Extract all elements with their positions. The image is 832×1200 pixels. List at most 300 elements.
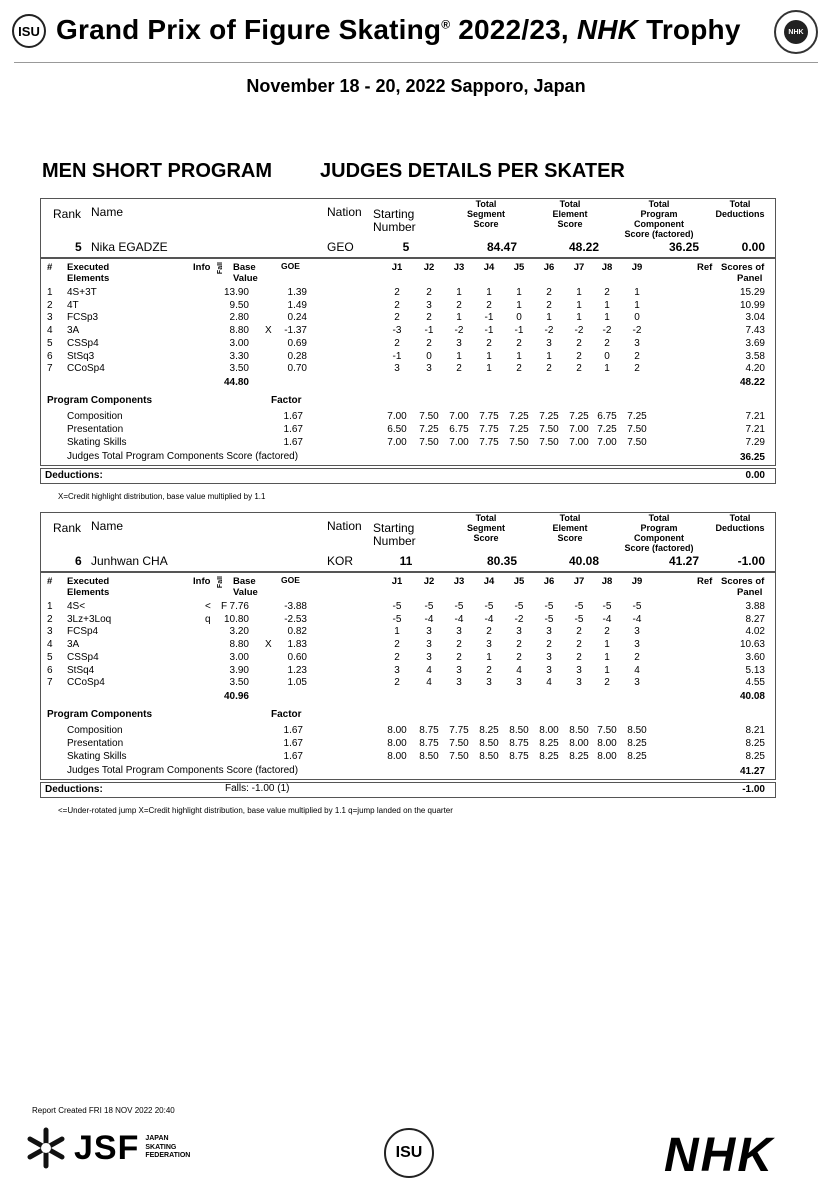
judge-goe-score: 1 — [516, 350, 522, 362]
element-code: FCSp3 — [67, 312, 99, 324]
skater-summary — [40, 198, 776, 258]
judge-goe-score: 2 — [486, 664, 492, 676]
judge-goe-score: 3 — [456, 337, 462, 349]
skater-deductions: 0.00 — [741, 240, 765, 254]
element-goe: -1.37 — [284, 325, 307, 337]
element-base-value: 3.50 — [229, 363, 249, 375]
deductions-row — [40, 782, 776, 798]
skater-block — [40, 512, 776, 815]
judge-goe-score: 1 — [634, 299, 640, 311]
judge-component-score: 6.75 — [449, 424, 469, 435]
base-value-total: 44.80 — [223, 377, 249, 388]
judge-goe-score: 1 — [576, 299, 582, 311]
element-number: 2 — [47, 613, 53, 625]
judge-component-score: 7.50 — [539, 424, 559, 435]
element-credit-x: X — [265, 639, 272, 651]
component-factor: 1.67 — [283, 437, 303, 448]
element-number: 1 — [47, 601, 53, 612]
element-base-value: 3.00 — [229, 337, 249, 349]
judge-goe-score: -4 — [424, 613, 434, 625]
falls-deduction: Falls: -1.00 (1) — [225, 783, 290, 794]
judge-goe-score: 2 — [456, 363, 462, 375]
element-base-value: 13.90 — [223, 287, 249, 298]
judge-goe-score: -1 — [514, 325, 524, 337]
judge-component-score: 8.00 — [387, 725, 407, 736]
judge-component-score: 8.25 — [539, 738, 559, 749]
ded-label: Total Deductions — [715, 513, 765, 533]
judge-component-score: 8.00 — [569, 738, 589, 749]
program-components-heading: Program Components — [47, 709, 153, 720]
judge-goe-score: 4 — [426, 677, 432, 689]
element-code: 4S+3T — [67, 287, 97, 298]
judge-goe-score: 1 — [394, 626, 400, 638]
judge-goe-score: -4 — [454, 613, 464, 625]
element-number: 4 — [47, 639, 53, 651]
col-judge: J2 — [423, 262, 435, 273]
judge-goe-score: 1 — [576, 312, 582, 324]
col-base: Base — [233, 262, 256, 273]
ded-label: Total Deductions — [715, 199, 765, 219]
component-name: Composition — [67, 725, 123, 736]
judge-goe-score: 2 — [456, 299, 462, 311]
element-goe: 1.49 — [287, 299, 307, 311]
jsf-name-line: FEDERATION — [145, 1152, 191, 1160]
skater-pcs: 41.27 — [668, 554, 699, 568]
skater-block — [40, 198, 776, 501]
pcs-label: Total Program Component Score (factored) — [624, 199, 694, 239]
element-row — [41, 677, 775, 690]
judge-component-score: 8.25 — [627, 751, 647, 762]
legend-footnote: <=Under-rotated jump X=Credit highlight distribution, base value multiplied by 1.1 q=jump landed on the quarter — [58, 806, 453, 815]
pcs-label: Total Program Component Score (factored) — [624, 513, 694, 553]
element-number: 5 — [47, 337, 53, 349]
component-name: Skating Skills — [67, 437, 127, 448]
element-number: 7 — [47, 363, 53, 375]
element-base-value: 3.50 — [229, 677, 249, 689]
judge-goe-score: 2 — [604, 337, 610, 349]
judge-goe-score: 1 — [456, 312, 462, 324]
judge-component-score: 8.50 — [569, 725, 589, 736]
judge-goe-score: 2 — [456, 639, 462, 651]
elements-table — [40, 572, 776, 780]
component-row — [41, 738, 775, 751]
col-fall: Fall — [217, 576, 224, 589]
col-fall: Fall — [217, 262, 224, 275]
skater-nation: GEO — [327, 240, 354, 254]
col-scores-of: Scores of — [721, 576, 765, 587]
element-row — [41, 325, 775, 338]
element-code: CCoSp4 — [67, 677, 105, 689]
col-hash: # — [47, 262, 53, 273]
judge-goe-score: 4 — [546, 677, 552, 689]
judge-goe-score: 2 — [546, 639, 552, 651]
judge-goe-score: 2 — [516, 651, 522, 663]
col-judge: J6 — [543, 262, 555, 273]
judge-component-score: 7.00 — [569, 437, 589, 448]
component-panel-score: 8.25 — [745, 751, 765, 762]
event-title-main: Grand Prix of Figure Skating — [56, 14, 442, 45]
judge-goe-score: 2 — [426, 337, 432, 349]
element-goe: 0.28 — [287, 350, 307, 362]
judge-component-score: 6.50 — [387, 424, 407, 435]
jsf-full-name — [145, 1135, 190, 1161]
judge-goe-score: 1 — [516, 299, 522, 311]
element-code: CCoSp4 — [67, 363, 105, 375]
element-row — [41, 287, 775, 300]
judge-component-score: 7.75 — [449, 725, 469, 736]
judge-goe-score: -5 — [574, 601, 584, 612]
component-panel-score: 8.21 — [745, 725, 765, 736]
col-value: Value — [233, 587, 258, 598]
name-label: Name — [91, 205, 124, 219]
component-name: Presentation — [67, 738, 124, 749]
judge-goe-score: 2 — [394, 677, 400, 689]
element-code: 3Lz+3Loq — [67, 613, 112, 625]
jsf-mark-icon — [22, 1124, 70, 1172]
element-panel-score: 4.02 — [745, 626, 765, 638]
col-elements: Elements — [67, 587, 110, 598]
judge-goe-score: 2 — [546, 299, 552, 311]
judge-component-score: 7.50 — [419, 437, 439, 448]
judge-goe-score: 2 — [576, 337, 582, 349]
deductions-label: Deductions: — [45, 784, 103, 795]
component-panel-score: 7.21 — [745, 411, 765, 422]
judge-component-score: 7.25 — [419, 424, 439, 435]
col-executed: Executed — [67, 262, 110, 273]
element-number: 4 — [47, 325, 53, 337]
judge-goe-score: 0 — [604, 350, 610, 362]
element-goe: 0.70 — [287, 363, 307, 375]
component-factor: 1.67 — [283, 411, 303, 422]
component-panel-score: 8.25 — [745, 738, 765, 749]
col-goe: GOE — [281, 261, 300, 271]
skater-start-number: 11 — [399, 554, 413, 568]
judge-goe-score: 1 — [486, 350, 492, 362]
judge-goe-score: 2 — [426, 312, 432, 324]
judge-component-score: 7.75 — [479, 411, 499, 422]
judge-component-score: 8.75 — [419, 725, 439, 736]
element-base-value: 3.90 — [229, 664, 249, 676]
element-row — [41, 601, 775, 614]
judge-goe-score: 3 — [634, 626, 640, 638]
component-row — [41, 411, 775, 424]
judge-component-score: 8.50 — [509, 725, 529, 736]
judge-component-score: 7.50 — [509, 437, 529, 448]
judge-goe-score: 3 — [634, 677, 640, 689]
judge-goe-score: 3 — [456, 626, 462, 638]
element-panel-score: 4.20 — [745, 363, 765, 375]
judge-goe-score: 2 — [426, 287, 432, 298]
judge-goe-score: 2 — [634, 651, 640, 663]
element-base-value: 3.20 — [229, 626, 249, 638]
judge-goe-score: -1 — [484, 325, 494, 337]
nation-label: Nation — [327, 205, 362, 219]
col-judge: J1 — [391, 262, 403, 273]
judge-goe-score: 2 — [486, 337, 492, 349]
judge-goe-score: 1 — [546, 350, 552, 362]
judge-goe-score: 1 — [486, 363, 492, 375]
judge-component-score: 7.50 — [419, 411, 439, 422]
skater-tes: 40.08 — [568, 554, 599, 568]
judge-component-score: 7.50 — [449, 738, 469, 749]
judge-component-score: 7.75 — [479, 437, 499, 448]
element-panel-score: 10.99 — [739, 299, 765, 311]
judge-goe-score: 1 — [604, 299, 610, 311]
element-code: StSq4 — [67, 664, 95, 676]
tes-total: 40.08 — [739, 691, 765, 702]
col-judge: J9 — [631, 576, 643, 587]
page-header — [0, 0, 832, 68]
rank-label: Rank — [53, 521, 82, 535]
deductions-total: -1.00 — [742, 784, 765, 795]
judge-goe-score: 1 — [604, 312, 610, 324]
component-name: Composition — [67, 411, 123, 422]
skater-deductions: -1.00 — [737, 554, 765, 568]
skater-start-number: 5 — [402, 240, 410, 254]
skater-tes: 48.22 — [568, 240, 599, 254]
tss-label: Total Segment Score — [466, 513, 505, 543]
judge-component-score: 8.50 — [479, 738, 499, 749]
component-panel-score: 7.21 — [745, 424, 765, 435]
judge-goe-score: -5 — [632, 601, 642, 612]
judge-goe-score: 3 — [516, 677, 522, 689]
judge-goe-score: -1 — [484, 312, 494, 324]
element-goe: 1.39 — [287, 287, 307, 298]
judge-goe-score: 2 — [576, 651, 582, 663]
element-panel-score: 3.69 — [745, 337, 765, 349]
event-dates-location: November 18 - 20, 2022 Sapporo, Japan — [246, 76, 586, 96]
element-code: 3A — [67, 639, 80, 651]
header-rule — [14, 62, 818, 63]
element-code: 3A — [67, 325, 80, 337]
col-judge: J9 — [631, 262, 643, 273]
judge-component-score: 8.25 — [627, 738, 647, 749]
element-base-value: 3.30 — [229, 350, 249, 362]
judge-goe-score: 2 — [516, 363, 522, 375]
tes-label: Total Element Score — [552, 199, 588, 229]
element-panel-score: 3.58 — [745, 350, 765, 362]
judge-goe-score: 1 — [456, 287, 462, 298]
judge-goe-score: 0 — [426, 350, 432, 362]
judge-goe-score: 3 — [426, 626, 432, 638]
judge-goe-score: 3 — [426, 299, 432, 311]
element-base-value: 7.76 — [229, 601, 249, 612]
col-judge: J5 — [513, 262, 525, 273]
judge-goe-score: 3 — [576, 677, 582, 689]
judge-goe-score: 2 — [394, 299, 400, 311]
col-elements: Elements — [67, 273, 110, 284]
judge-component-score: 8.50 — [419, 751, 439, 762]
col-ref: Ref — [697, 262, 713, 273]
judge-goe-score: -5 — [514, 601, 524, 612]
judge-goe-score: 2 — [576, 639, 582, 651]
report-created: Report Created FRI 18 NOV 2022 20:40 — [32, 1106, 175, 1115]
judge-goe-score: 4 — [516, 664, 522, 676]
judge-goe-score: -4 — [632, 613, 642, 625]
judge-goe-score: 3 — [456, 664, 462, 676]
judge-component-score: 7.00 — [387, 411, 407, 422]
judge-goe-score: 3 — [456, 677, 462, 689]
judge-component-score: 7.75 — [479, 424, 499, 435]
element-code: CSSp4 — [67, 651, 99, 663]
element-panel-score: 5.13 — [745, 664, 765, 676]
element-row — [41, 626, 775, 639]
skater-nation: KOR — [327, 554, 354, 568]
judge-goe-score: -5 — [392, 601, 402, 612]
judge-goe-score: 2 — [456, 651, 462, 663]
isu-footer-logo: ISU — [384, 1128, 434, 1178]
judge-goe-score: 3 — [634, 337, 640, 349]
report-title: JUDGES DETAILS PER SKATER — [320, 160, 625, 182]
tss-label: Total Segment Score — [466, 199, 505, 229]
judge-goe-score: 3 — [516, 626, 522, 638]
isu-logo: ISU — [12, 14, 46, 48]
judges-total-pcs-label: Judges Total Program Components Score (factored) — [67, 765, 299, 776]
judge-goe-score: 2 — [486, 626, 492, 638]
judge-goe-score: 2 — [394, 312, 400, 324]
judge-goe-score: 1 — [546, 312, 552, 324]
element-number: 3 — [47, 312, 53, 324]
judge-goe-score: 1 — [516, 287, 522, 298]
judge-component-score: 8.25 — [569, 751, 589, 762]
judge-component-score: 7.00 — [597, 437, 617, 448]
col-value: Value — [233, 273, 258, 284]
skater-name: Nika EGADZE — [91, 240, 168, 254]
element-goe: 0.82 — [287, 626, 307, 638]
element-panel-score: 10.63 — [739, 639, 765, 651]
judge-goe-score: -5 — [454, 601, 464, 612]
col-judge: J4 — [483, 262, 495, 273]
element-panel-score: 7.43 — [745, 325, 765, 337]
element-number: 2 — [47, 299, 53, 311]
judge-component-score: 8.50 — [627, 725, 647, 736]
element-number: 6 — [47, 664, 53, 676]
judge-goe-score: 1 — [604, 639, 610, 651]
element-panel-score: 8.27 — [745, 613, 765, 625]
judge-component-score: 7.50 — [539, 437, 559, 448]
judge-goe-score: 2 — [486, 299, 492, 311]
name-label: Name — [91, 519, 124, 533]
judge-goe-score: 2 — [576, 363, 582, 375]
element-panel-score: 3.88 — [745, 601, 765, 612]
judge-goe-score: 3 — [546, 651, 552, 663]
judge-goe-score: -5 — [544, 601, 554, 612]
element-row — [41, 338, 775, 351]
pcs-total: 36.25 — [739, 452, 765, 463]
tes-label: Total Element Score — [552, 513, 588, 543]
element-goe: 0.24 — [287, 312, 307, 324]
judge-component-score: 7.50 — [449, 751, 469, 762]
judge-goe-score: 1 — [486, 651, 492, 663]
element-goe: 1.05 — [287, 677, 307, 689]
judge-goe-score: -3 — [392, 325, 402, 337]
skating-federation-seal — [774, 10, 818, 54]
judge-goe-score: 1 — [604, 651, 610, 663]
judge-goe-score: 4 — [634, 664, 640, 676]
judge-component-score: 8.50 — [479, 751, 499, 762]
component-panel-score: 7.29 — [745, 437, 765, 448]
col-base: Base — [233, 576, 256, 587]
judge-goe-score: 1 — [486, 287, 492, 298]
element-panel-score: 3.60 — [745, 651, 765, 663]
element-row — [41, 614, 775, 627]
event-title-nhk: NHK — [576, 14, 639, 45]
judge-goe-score: 0 — [516, 312, 522, 324]
judge-component-score: 8.75 — [509, 751, 529, 762]
judge-goe-score: 2 — [516, 639, 522, 651]
col-hash: # — [47, 576, 53, 587]
element-panel-score: 15.29 — [739, 287, 765, 298]
judge-goe-score: -5 — [424, 601, 434, 612]
skater-rank: 5 — [75, 240, 82, 254]
judge-goe-score: 2 — [604, 287, 610, 298]
judge-component-score: 6.75 — [597, 411, 617, 422]
col-info: Info — [193, 262, 211, 273]
judge-component-score: 8.25 — [539, 751, 559, 762]
judge-goe-score: -2 — [602, 325, 612, 337]
element-code: FCSp4 — [67, 626, 99, 638]
judge-goe-score: 3 — [426, 639, 432, 651]
element-goe: 1.23 — [287, 664, 307, 676]
judge-goe-score: 1 — [604, 664, 610, 676]
col-judge: J7 — [573, 262, 585, 273]
element-fall: F — [221, 601, 228, 612]
judge-goe-score: 3 — [486, 639, 492, 651]
judge-component-score: 7.00 — [569, 424, 589, 435]
component-row — [41, 437, 775, 450]
col-panel: Panel — [737, 587, 763, 598]
judge-goe-score: -2 — [574, 325, 584, 337]
judge-goe-score: 3 — [576, 664, 582, 676]
element-panel-score: 3.04 — [745, 312, 765, 324]
element-number: 3 — [47, 626, 53, 638]
judge-component-score: 7.00 — [449, 437, 469, 448]
element-row — [41, 652, 775, 665]
judge-goe-score: -2 — [454, 325, 464, 337]
col-scores-of: Scores of — [721, 262, 765, 273]
judge-component-score: 8.25 — [479, 725, 499, 736]
element-row — [41, 312, 775, 325]
judge-goe-score: 2 — [576, 350, 582, 362]
element-goe: -3.88 — [284, 601, 307, 612]
element-row — [41, 639, 775, 652]
element-row — [41, 363, 775, 376]
col-ref: Ref — [697, 576, 713, 587]
deductions-row — [40, 468, 776, 484]
jsf-name-line: JAPAN — [145, 1135, 169, 1143]
col-goe: GOE — [281, 575, 300, 585]
element-code: StSq3 — [67, 350, 95, 362]
element-goe: 0.60 — [287, 651, 307, 663]
component-name: Skating Skills — [67, 751, 127, 762]
elements-table — [40, 258, 776, 466]
judge-component-score: 7.25 — [627, 411, 647, 422]
judge-goe-score: -5 — [544, 613, 554, 625]
judge-goe-score: 3 — [394, 363, 400, 375]
element-row — [41, 351, 775, 364]
starting-label: Starting — [373, 521, 415, 535]
jsf-name-line: SKATING — [145, 1143, 177, 1151]
col-judge: J5 — [513, 576, 525, 587]
judge-goe-score: -4 — [484, 613, 494, 625]
judge-component-score: 8.00 — [387, 738, 407, 749]
judge-goe-score: 2 — [394, 651, 400, 663]
col-judge: J4 — [483, 576, 495, 587]
component-row — [41, 725, 775, 738]
deductions-label: Deductions: — [45, 470, 103, 481]
element-code: CSSp4 — [67, 337, 99, 349]
element-number: 1 — [47, 287, 53, 298]
